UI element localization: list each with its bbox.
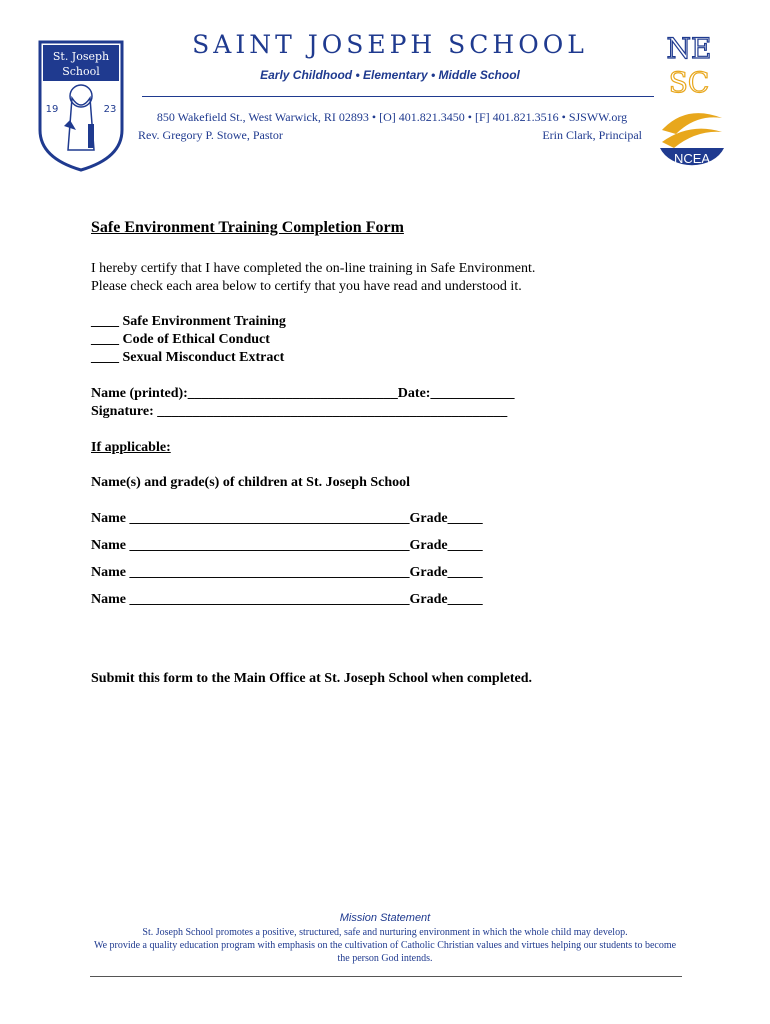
submit-instruction: Submit this form to the Main Office at St. Joseph School when completed. bbox=[91, 671, 532, 686]
mission-statement-text bbox=[90, 926, 680, 965]
school-name: SAINT JOSEPH SCHOOL bbox=[192, 30, 588, 59]
school-tagline: Early Childhood • Elementary • Middle School bbox=[260, 68, 520, 82]
pastor-name: Rev. Gregory P. Stowe, Pastor bbox=[138, 128, 283, 142]
principal-name: Erin Clark, Principal bbox=[542, 128, 642, 142]
checklist-item-misconduct-extract[interactable]: ____ Sexual Misconduct Extract bbox=[91, 350, 285, 365]
if-applicable-heading: If applicable: bbox=[91, 440, 171, 455]
crest-line2: School bbox=[62, 65, 100, 78]
intro-line-2: Please check each area below to certify that you have read and understood it. bbox=[91, 279, 522, 294]
header-divider bbox=[142, 96, 654, 97]
mission-statement-title: Mission Statement bbox=[339, 912, 431, 924]
school-crest-logo bbox=[38, 40, 124, 172]
child-row-3[interactable]: Name ________________________________________Grade_____ bbox=[91, 565, 483, 580]
crest-year-left: 19 bbox=[45, 104, 59, 115]
ncea-label: NCEA bbox=[673, 151, 711, 166]
mission-line-2: We provide a quality education program with emphasis on the cultivation of Catholic Christian values and virtues helping our students to become bbox=[93, 940, 677, 951]
child-row-4[interactable]: Name ________________________________________Grade_____ bbox=[91, 592, 483, 607]
footer-divider bbox=[90, 976, 682, 977]
ncea-logo bbox=[656, 100, 728, 174]
signature-field[interactable]: Signature: __________________________________________________ bbox=[91, 404, 508, 419]
neasc-logo-top: NE bbox=[666, 32, 712, 65]
crest-line1: St. Joseph bbox=[52, 50, 110, 63]
checklist-item-code-of-conduct[interactable]: ____ Code of Ethical Conduct bbox=[91, 332, 270, 347]
checklist-item-safe-environment[interactable]: ____ Safe Environment Training bbox=[91, 314, 286, 329]
school-address: 850 Wakefield St., West Warwick, RI 02893 • [O] 401.821.3450 • [F] 401.821.3516 • SJSWW.org bbox=[156, 110, 628, 124]
name-printed-date-field[interactable]: Name (printed):______________________________Date:____________ bbox=[91, 386, 515, 401]
neasc-logo bbox=[654, 28, 724, 98]
neasc-logo-bottom: SC bbox=[668, 66, 710, 98]
mission-line-1: St. Joseph School promotes a positive, structured, safe and nurturing environment in which the whole child may develop. bbox=[142, 927, 628, 938]
form-title: Safe Environment Training Completion Form bbox=[91, 219, 404, 236]
child-row-1[interactable]: Name ________________________________________Grade_____ bbox=[91, 511, 483, 526]
child-row-2[interactable]: Name ________________________________________Grade_____ bbox=[91, 538, 483, 553]
children-heading: Name(s) and grade(s) of children at St. Joseph School bbox=[91, 475, 411, 490]
crest-year-right: 23 bbox=[103, 104, 117, 115]
mission-line-3: the person God intends. bbox=[337, 953, 433, 964]
intro-line-1: I hereby certify that I have completed the on-line training in Safe Environment. bbox=[91, 261, 536, 276]
